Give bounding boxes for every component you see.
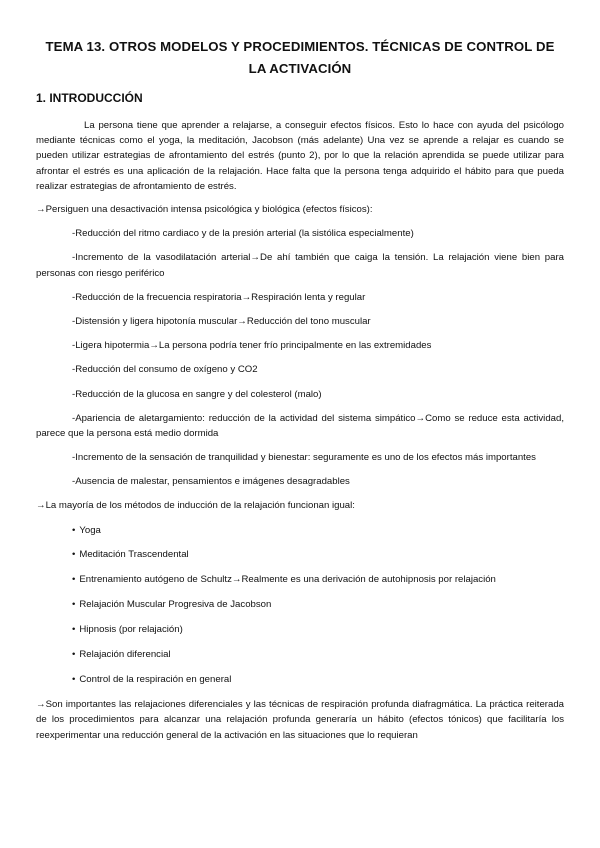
method-item: • Hipnosis (por relajación) xyxy=(72,624,183,636)
effects-list xyxy=(36,226,564,489)
methods-intro: →La mayoría de los métodos de inducción de la relajación funcionan igual: xyxy=(36,499,355,511)
method-item: • Control de la respiración en general xyxy=(72,673,232,685)
method-item: • Entrenamiento autógeno de Schultz→Realmente es una derivación de autohipnosis por relajación xyxy=(72,574,496,586)
method-item: • Meditación Trascendental xyxy=(72,549,189,561)
bullet-icon: • xyxy=(72,574,76,586)
bullet-icon: • xyxy=(72,649,76,660)
effect-item: -Ausencia de malestar, pensamientos e imágenes desagradables xyxy=(72,476,350,488)
method-item: • Relajación Muscular Progresiva de Jacobson xyxy=(72,599,272,611)
effects-intro: →Persiguen una desactivación intensa psicológica y biológica (efectos físicos): xyxy=(36,204,373,216)
bullet-icon: • xyxy=(72,624,76,636)
effect-item: -Reducción de la glucosa en sangre y del colesterol (malo) xyxy=(72,388,322,400)
document-title: TEMA 13. OTROS MODELOS Y PROCEDIMIENTOS. TÉCNICAS DE CONTROL DE LA ACTIVACIÓN xyxy=(45,39,555,76)
effect-item: -Incremento de la sensación de tranquilidad y bienestar: seguramente es uno de los efectos más importantes xyxy=(72,452,536,464)
bullet-icon: • xyxy=(72,599,76,611)
method-item: • Yoga xyxy=(72,524,101,536)
method-item: • Relajación diferencial xyxy=(72,649,171,660)
bullet-icon: • xyxy=(72,673,76,685)
bullet-icon: • xyxy=(72,549,76,561)
document-page xyxy=(36,36,564,743)
bullet-icon: • xyxy=(72,524,76,536)
effect-item: -Apariencia de aletargamiento: reducción de la actividad del sistema simpático→Como se reduce esta actividad, parece que la persona está medio dormida xyxy=(36,412,564,440)
effect-item: -Incremento de la vasodilatación arterial→De ahí también que caiga la tensión. La relajación viene bien para personas con riesgo periférico xyxy=(36,252,564,279)
methods-list xyxy=(36,523,564,688)
closing-paragraph: →Son importantes las relajaciones diferenciales y las técnicas de respiración profunda diafragmática. La práctica reiterada de los procedimientos para alcanzar una relajación profunda generaría un hábito (efectos tónicos) que facilitaría los reexperimentar una reducción general de la activación en las situaciones que lo requieran xyxy=(36,699,564,741)
effect-item: -Reducción del consumo de oxígeno y CO2 xyxy=(72,364,258,376)
effect-item: -Reducción del ritmo cardiaco y de la presión arterial (la sistólica especialmente) xyxy=(72,228,414,240)
effect-item: -Ligera hipotermia→La persona podría tener frío principalmente en las extremidades xyxy=(72,340,432,352)
effect-item: -Reducción de la frecuencia respiratoria→Respiración lenta y regular xyxy=(72,291,366,303)
effect-item: -Distensión y ligera hipotonía muscular→Reducción del tono muscular xyxy=(72,316,371,328)
section-heading: 1. INTRODUCCIÓN xyxy=(36,91,143,105)
intro-paragraph: La persona tiene que aprender a relajarse, a conseguir efectos físicos. Esto lo hace con ayuda del psicólogo mediante técnicas como el yoga, la meditación, Jacobson (más adelante) Una vez se aprende a relajar es cuando se pueden utilizar estrategias de afrontamiento del estrés (punto 2), por lo que la relación aprendida se puede utilizar para afrontar el estrés es una aplicación de la relajación. Hace falta que la persona tenga adquirido el hábito para que pueda realizar estrategias de afrontamiento de estrés. xyxy=(36,120,564,192)
